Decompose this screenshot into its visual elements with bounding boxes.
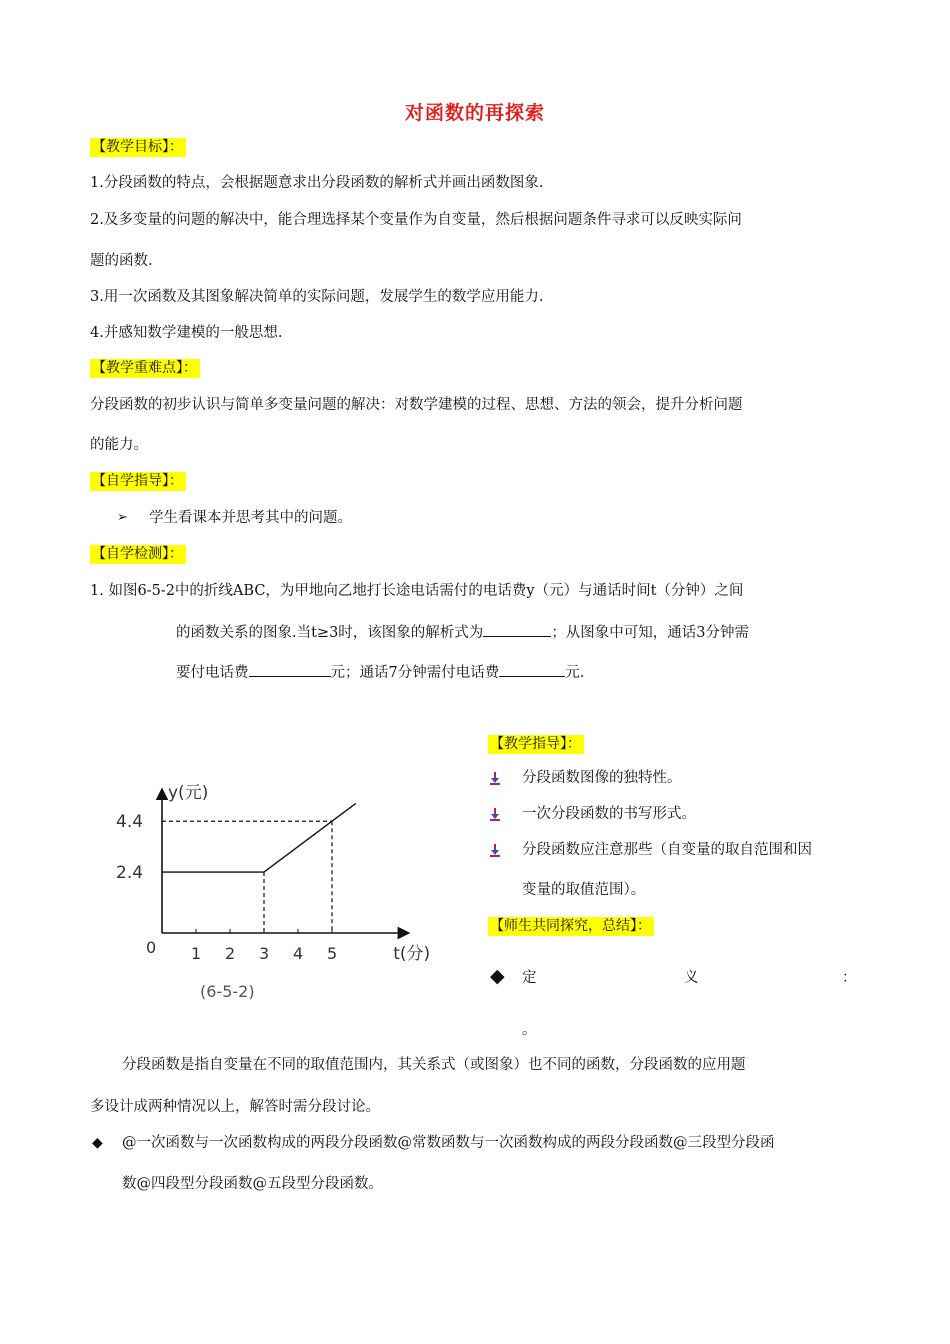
goal-line: 4.并感知数学建模的一般思想. [90, 325, 283, 341]
arrow-bullet-icon: ➢ [117, 510, 128, 525]
x-tick-label: 2 [225, 944, 236, 963]
selfstudy-item: 学生看课本并思考其中的问题。 [149, 510, 352, 526]
goal-line: 1.分段函数的特点，会根据题意求出分段函数的解析式并画出函数图象. [90, 175, 544, 191]
difficulty-line: 的能力。 [90, 437, 148, 453]
answer-blank[interactable] [249, 662, 331, 677]
question-text: 元. [565, 665, 585, 681]
section-label-goals: 【教学目标】： [90, 138, 186, 157]
question-line: 1. 如图6-5-2中的折线ABC，为甲地向乙地打长途电话需付的电话费y（元）与通话时间t（分钟）之间 [90, 583, 744, 599]
teaching-item: 一次分段函数的书写形式。 [522, 806, 696, 822]
goal-line: 3.用一次函数及其图象解决简单的实际问题，发展学生的数学应用能力. [90, 289, 544, 305]
definition-char: 定 [522, 970, 537, 986]
definition-char: 义 [684, 970, 699, 986]
paragraph-line: 多设计成两种情况以上，解答时需分段讨论。 [90, 1099, 380, 1115]
section-label-selfcheck: 【自学检测】： [90, 545, 186, 564]
y-tick-label: 4.4 [116, 812, 144, 833]
x-tick-label: 1 [191, 944, 202, 963]
teaching-item: 分段函数图像的独特性。 [522, 770, 682, 786]
goal-line: 题的函数. [90, 253, 153, 269]
page-title: 对函数的再探索 [404, 102, 545, 124]
answer-blank[interactable] [499, 662, 565, 677]
function-graph [100, 735, 480, 1005]
question-line [176, 622, 749, 643]
y-tick-label: 2.4 [116, 863, 144, 884]
diamond-bullet-icon: ◆ [490, 965, 505, 987]
question-line [176, 662, 584, 683]
pointer-bullet-icon [488, 843, 502, 857]
definition-char: ： [842, 970, 857, 986]
definition-end: 。 [522, 1022, 537, 1038]
section-label-difficulty: 【教学重难点】： [90, 359, 200, 378]
types-line: 数@四段型分段函数@五段型分段函数。 [122, 1176, 383, 1192]
paragraph-line: 分段函数是指自变量在不同的取值范围内，其关系式（或图象）也不同的函数，分段函数的应用题 [122, 1057, 746, 1073]
x-tick-label: 4 [293, 944, 304, 963]
teaching-item: 变量的取值范围）。 [522, 882, 646, 898]
difficulty-line: 分段函数的初步认识与简单多变量问题的解决：对数学建模的过程、思想、方法的领会，提升分析问题 [90, 397, 743, 413]
origin-label: 0 [146, 938, 157, 957]
x-tick-label: 5 [327, 944, 338, 963]
pointer-bullet-icon [488, 771, 502, 785]
goal-line: 2.及多变量的问题的解决中，能合理选择某个变量作为自变量，然后根据问题条件寻求可以反映实际问 [90, 212, 742, 228]
x-axis-label: t(分) [393, 944, 431, 964]
question-text: ；从图象中可知，通话3分钟需 [551, 625, 750, 641]
teaching-item: 分段函数应注意那些（自变量的取自范围和因 [522, 842, 812, 858]
question-text: 元；通话7分钟需付电话费 [330, 665, 500, 681]
answer-blank[interactable] [483, 622, 551, 637]
diamond-bullet-icon: ◆ [92, 1135, 103, 1151]
series-line [162, 803, 356, 872]
question-text: 的函数关系的图象.当t≥3时，该图象的解析式为 [176, 625, 484, 641]
section-label-selfstudy: 【自学指导】： [90, 472, 186, 491]
section-label-summary: 【师生共同探究，总结】： [488, 917, 654, 936]
figure-caption: (6-5-2) [200, 982, 255, 1001]
x-tick-label: 3 [259, 944, 270, 963]
pointer-bullet-icon [488, 807, 502, 821]
question-text: 要付电话费 [176, 665, 249, 681]
section-label-teaching: 【教学指导】： [488, 735, 584, 754]
types-line: @一次函数与一次函数构成的两段分段函数@常数函数与一次函数构成的两段分段函数@三段型分段函 [122, 1135, 775, 1151]
y-axis-label: y(元) [168, 782, 209, 803]
